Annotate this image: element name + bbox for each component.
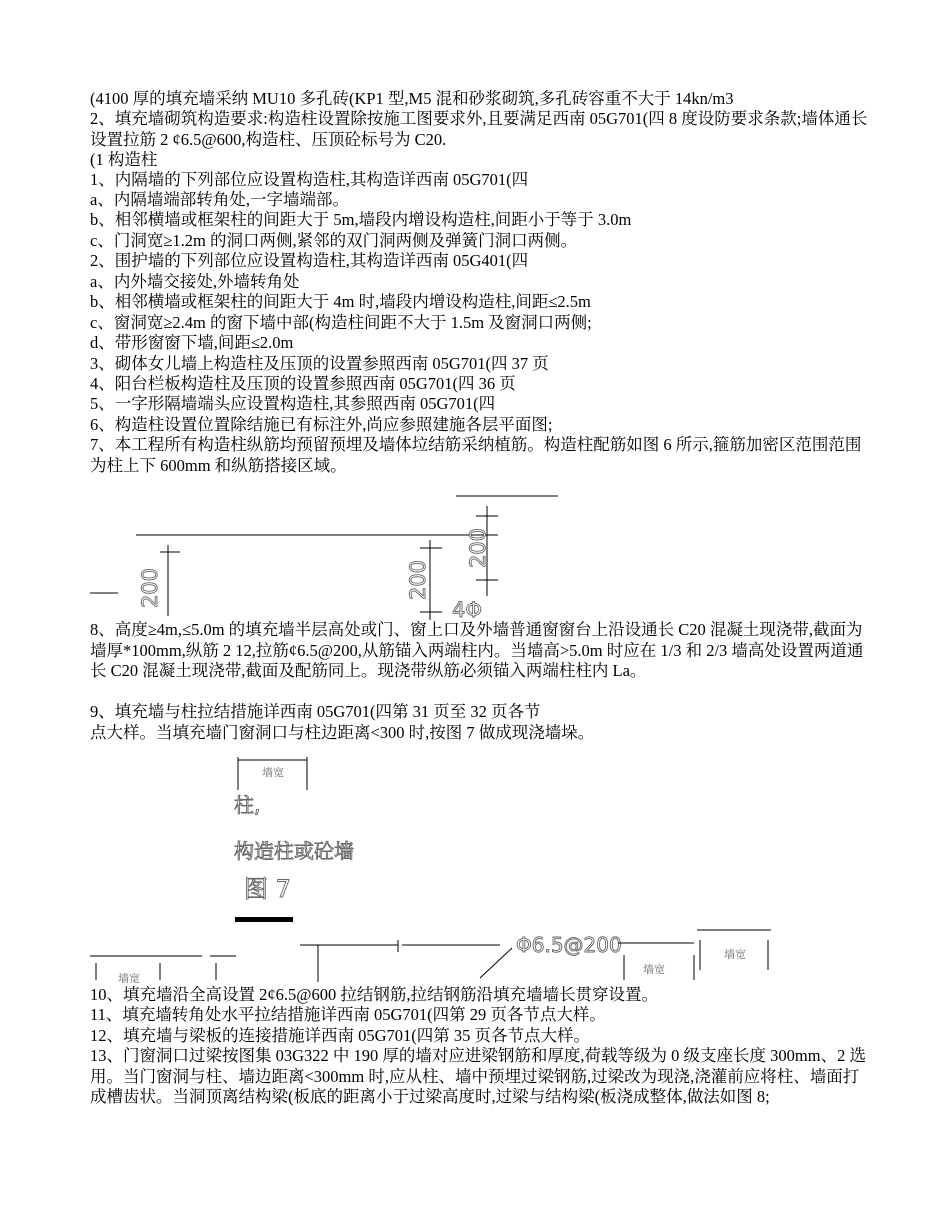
- paragraph: 10、填充墙沿全高设置 2¢6.5@600 拉结钢筋,拉结钢筋沿填充墙墙长贯穿设置。: [90, 985, 658, 1004]
- drawing-bar: [235, 917, 293, 922]
- dimension-label: 200: [138, 567, 162, 609]
- paragraph: 7、本工程所有构造柱纵筋均预留预埋及墙体垃结筋采纳植筋。构造柱配筋如图 6 所示,箍筋加密区范围范围为柱上下 600mm 和纵筋搭接区域。: [90, 435, 862, 475]
- paragraph: 8、高度≥4m,≤5.0m 的填充墙半层高处或门、窗上口及外墙普通窗窗台上沿设通长 C20 混凝土现浇带,截面为墙厚*100mm,纵筋 2 12,拉筋¢6.5@200,从筋锚入两端柱内。当墙高>5.0m 时应在 1/3 和 2/3 墙高处设置两道通长 C20 混凝土现浇带,截面及配筋同上。现浇带纵筋必须锚入两端柱柱内 La。: [90, 620, 864, 680]
- column-label: 柱,: [234, 793, 261, 817]
- wall-width-label: 墙宽: [643, 963, 665, 976]
- paragraph: b、相邻横墙或框架柱的间距大于 5m,墙段内增设构造柱,间距小于等于 3.0m: [90, 210, 632, 229]
- paragraph: 5、一字形隔墙端头应设置构造柱,其参照西南 05G701(四: [90, 394, 496, 413]
- paragraph: 9、填充墙与柱拉结措施详西南 05G701(四第 31 页至 32 页各节: [90, 702, 541, 721]
- paragraph: 13、门窗洞口过梁按图集 03G322 中 190 厚的墙对应进梁钢筋和厚度,荷载等级为 0 级支座长度 300mm、2 选用。当门窗洞与柱、墙边距离<300mm 时,应从柱、墙中预埋过梁钢筋,过梁改为现浇,浇灌前应将柱、墙面打成槽齿状。当洞顶离结构梁(板底的距离小于过梁高度时,过梁与结构梁(板浇成整体,做法如图 8;: [90, 1046, 866, 1106]
- wall-width-label: 墙宽: [118, 972, 140, 985]
- rebar-spec-label: Φ6.5@200: [516, 933, 622, 957]
- paragraph: 点大样。当填充墙门窗洞口与柱边距离<300 时,按图 7 做成现浇墙垛。: [90, 723, 595, 742]
- paragraph: (1 构造柱: [90, 150, 158, 169]
- paragraph: 12、填充墙与梁板的连接措施详西南 05G701(四第 35 页各节点大样。: [90, 1026, 591, 1045]
- paragraph: 2、填充墙砌筑构造要求:构造柱设置除按施工图要求外,且要满足西南 05G701(四 8 度设防要求条款;墙体通长设置拉筋 2 ¢6.5@600,构造柱、压顶砼标号为 C20.: [90, 109, 868, 149]
- paragraph: c、窗洞宽≥2.4m 的窗下墙中部(构造柱间距不大于 1.5m 及窗洞口两侧;: [90, 313, 592, 332]
- paragraph: 4、阳台栏板构造柱及压顶的设置参照西南 05G701(四 36 页: [90, 374, 516, 393]
- paragraph: 3、砌体女儿墙上构造柱及压顶的设置参照西南 05G701(四 37 页: [90, 354, 549, 373]
- paragraph: c、门洞宽≥1.2m 的洞口两侧,紧邻的双门洞两侧及弹簧门洞口两侧。: [90, 231, 578, 250]
- paragraph: a、内隔墙端部转角处,一字墙端部。: [90, 190, 349, 209]
- paragraph: 11、填充墙转角处水平拉结措施详西南 05G701(四第 29 页各节点大样。: [90, 1005, 606, 1024]
- paragraph: (4100 厚的填充墙采纳 MU10 多孔砖(KP1 型,M5 混和砂浆砌筑,多孔砖容重不大于 14kn/m3: [90, 89, 734, 108]
- dimension-label: 200: [406, 559, 430, 601]
- column-or-wall-label: 构造柱或砼墙: [234, 839, 354, 863]
- paragraph: 6、构造柱设置位置除结施已有标注外,尚应参照建施各层平面图;: [90, 415, 553, 434]
- rebar-label: 4Φ: [452, 598, 482, 622]
- dimension-label: 200: [466, 527, 490, 569]
- drawing-line: [480, 948, 512, 978]
- paragraph: 1、内隔墙的下列部位应设置构造柱,其构造详西南 05G701(四: [90, 170, 529, 189]
- paragraph: d、带形窗窗下墙,间距≤2.0m: [90, 333, 294, 352]
- wall-width-label: 墙宽: [262, 766, 284, 779]
- paragraph: b、相邻横墙或框架柱的间距大于 4m 时,墙段内增设构造柱,间距≤2.5m: [90, 292, 591, 311]
- figure-7-label: 图 7: [244, 875, 291, 903]
- paragraph: 2、围护墙的下列部位应设置构造柱,其构造详西南 05G401(四: [90, 251, 529, 270]
- paragraph: a、内外墙交接处,外墙转角处: [90, 272, 300, 291]
- wall-width-label: 墙宽: [724, 948, 746, 961]
